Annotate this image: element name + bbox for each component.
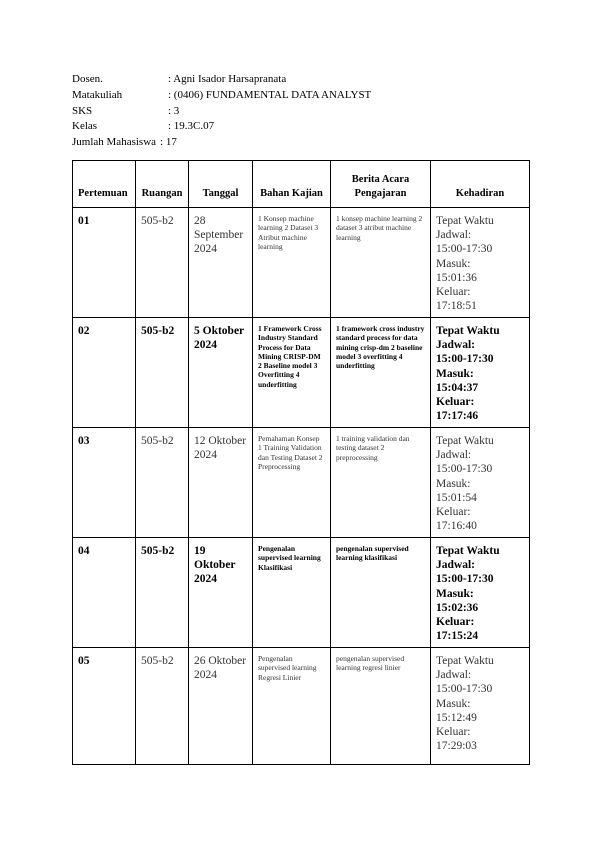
keluar-label: Keluar: bbox=[436, 396, 475, 409]
kehadiran-status: Tepat Waktu bbox=[436, 435, 494, 447]
kehadiran-status: Tepat Waktu bbox=[436, 545, 500, 557]
info-value: : (0406) FUNDAMENTAL DATA ANALYST bbox=[168, 88, 372, 101]
jadwal-label: Jadwal: bbox=[436, 449, 472, 462]
kehadiran-cell bbox=[431, 538, 530, 648]
keluar-label: Keluar: bbox=[436, 286, 471, 299]
berita-acara-cell: 1 training validation dan testing dataset 2 preprocessing bbox=[331, 428, 431, 538]
table-row bbox=[73, 318, 530, 428]
tanggal-cell: 12 Oktober 2024 bbox=[189, 428, 253, 538]
tanggal-cell: 19 Oktober 2024 bbox=[189, 538, 253, 648]
kehadiran-cell bbox=[431, 318, 530, 428]
table-row bbox=[73, 428, 530, 538]
ruangan-cell: 505-b2 bbox=[136, 648, 189, 765]
column-header: Ruangan bbox=[136, 161, 189, 208]
masuk-value: 15:01:54 bbox=[436, 491, 477, 504]
kehadiran-status: Tepat Waktu bbox=[436, 655, 494, 667]
pertemuan-cell: 03 bbox=[73, 428, 136, 538]
kehadiran-status: Tepat Waktu bbox=[436, 215, 494, 227]
pertemuan-cell: 05 bbox=[73, 648, 136, 765]
masuk-label: Masuk: bbox=[436, 477, 471, 490]
column-header: Pertemuan bbox=[73, 161, 136, 208]
pertemuan-cell: 01 bbox=[73, 208, 136, 318]
info-value: : 3 bbox=[168, 104, 180, 117]
info-row-dosen bbox=[72, 72, 371, 88]
tanggal-cell: 26 Oktober 2024 bbox=[189, 648, 253, 765]
keluar-value: 17:15:24 bbox=[436, 630, 479, 643]
attendance-table bbox=[72, 160, 530, 765]
info-row-kelas bbox=[72, 119, 371, 135]
berita-acara-cell: 1 konsep machine learning 2 dataset 3 atribut machine learning bbox=[331, 208, 431, 318]
jadwal-value: 15:00-17:30 bbox=[436, 573, 494, 586]
info-label: Matakuliah bbox=[72, 88, 123, 101]
column-header: Kehadiran bbox=[431, 161, 530, 208]
masuk-label: Masuk: bbox=[436, 697, 471, 710]
table-row bbox=[73, 538, 530, 648]
jadwal-value: 15:00-17:30 bbox=[436, 243, 493, 256]
jadwal-value: 15:00-17:30 bbox=[436, 353, 494, 366]
jadwal-label: Jadwal: bbox=[436, 339, 475, 352]
berita-acara-cell: pengenalan supervised learning regresi linier bbox=[331, 648, 431, 765]
info-row-jumlah-mahasiswa bbox=[72, 135, 371, 151]
jadwal-label: Jadwal: bbox=[436, 669, 472, 682]
masuk-label: Masuk: bbox=[436, 587, 474, 600]
column-header: Tanggal bbox=[189, 161, 253, 208]
info-label: SKS bbox=[72, 104, 93, 117]
info-row-matakuliah bbox=[72, 88, 371, 104]
masuk-label: Masuk: bbox=[436, 257, 471, 270]
keluar-label: Keluar: bbox=[436, 506, 471, 519]
keluar-value: 17:18:51 bbox=[436, 300, 477, 313]
table-row bbox=[73, 648, 530, 765]
tanggal-cell: 28 September 2024 bbox=[189, 208, 253, 318]
keluar-label: Keluar: bbox=[436, 726, 471, 739]
masuk-value: 15:04:37 bbox=[436, 381, 479, 394]
keluar-value: 17:16:40 bbox=[436, 520, 477, 533]
jadwal-label: Jadwal: bbox=[436, 559, 475, 572]
pertemuan-cell: 02 bbox=[73, 318, 136, 428]
bahan-kajian-cell: Pemahaman Konsep 1 Training Validation dan Testing Dataset 2 Preprocessing bbox=[253, 428, 331, 538]
info-row-sks bbox=[72, 104, 371, 120]
keluar-value: 17:17:46 bbox=[436, 410, 479, 423]
tanggal-cell: 5 Oktober 2024 bbox=[189, 318, 253, 428]
ruangan-cell: 505-b2 bbox=[136, 538, 189, 648]
column-header: Berita Acara Pengajaran bbox=[331, 161, 431, 208]
berita-acara-cell: pengenalan supervised learning klasifikasi bbox=[331, 538, 431, 648]
masuk-label: Masuk: bbox=[436, 367, 474, 380]
course-info-header bbox=[72, 72, 371, 151]
masuk-value: 15:02:36 bbox=[436, 601, 479, 614]
ruangan-cell: 505-b2 bbox=[136, 318, 189, 428]
jadwal-value: 15:00-17:30 bbox=[436, 463, 493, 476]
masuk-value: 15:12:49 bbox=[436, 711, 477, 724]
bahan-kajian-cell: Pengenalan supervised learning Klasifikasi bbox=[253, 538, 331, 648]
bahan-kajian-cell: Pengenalan supervised learning Regresi Linier bbox=[253, 648, 331, 765]
jadwal-label: Jadwal: bbox=[436, 229, 472, 242]
info-value: : Agni Isador Harsapranata bbox=[168, 73, 287, 85]
keluar-value: 17:29:03 bbox=[436, 740, 477, 753]
bahan-kajian-cell: 1 Framework Cross Industry Standard Process for Data Mining CRISP-DM 2 Baseline model 3 Overfitting 4 underfitting bbox=[253, 318, 331, 428]
info-label: Kelas bbox=[72, 120, 98, 133]
keluar-label: Keluar: bbox=[436, 616, 475, 629]
berita-acara-cell: 1 framework cross industry standard process for data mining crisp-dm 2 baseline model 3 overfitting 4 underfitting bbox=[331, 318, 431, 428]
info-label: Jumlah Mahasiswa bbox=[72, 136, 157, 149]
kehadiran-cell bbox=[431, 208, 530, 318]
info-label: Dosen. bbox=[72, 73, 103, 85]
ruangan-cell: 505-b2 bbox=[136, 208, 189, 318]
info-value: : 17 bbox=[160, 136, 177, 149]
kehadiran-cell bbox=[431, 648, 530, 765]
kehadiran-cell bbox=[431, 428, 530, 538]
bahan-kajian-cell: 1 Konsep machine learning 2 Dataset 3 Atribut machine learning bbox=[253, 208, 331, 318]
column-header: Bahan Kajian bbox=[253, 161, 331, 208]
masuk-value: 15:01:36 bbox=[436, 271, 477, 284]
pertemuan-cell: 04 bbox=[73, 538, 136, 648]
ruangan-cell: 505-b2 bbox=[136, 428, 189, 538]
jadwal-value: 15:00-17:30 bbox=[436, 683, 493, 696]
table-row bbox=[73, 208, 530, 318]
kehadiran-status: Tepat Waktu bbox=[436, 325, 500, 337]
info-value: : 19.3C.07 bbox=[168, 120, 215, 133]
table-header-row bbox=[73, 161, 530, 208]
